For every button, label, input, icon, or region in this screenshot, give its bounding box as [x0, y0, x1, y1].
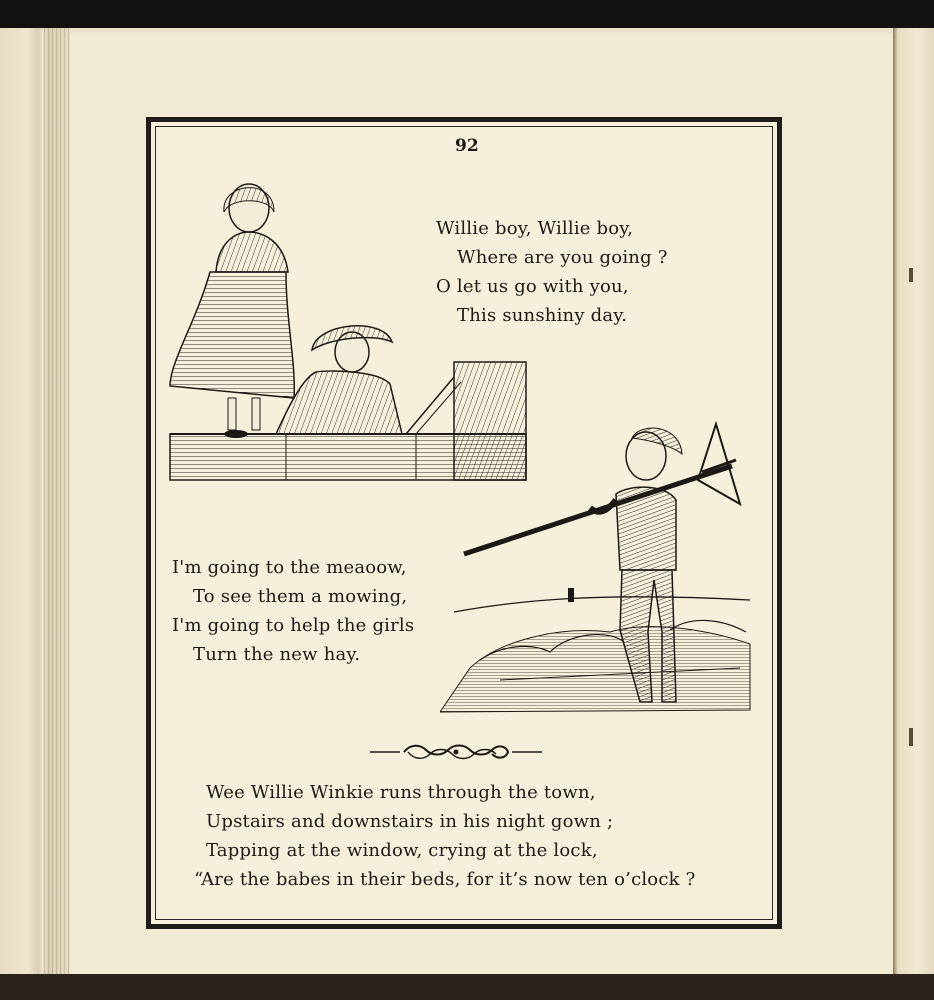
verse-wee-willie-winkie: [194, 778, 696, 894]
verse-line: I'm going to help the girls: [172, 615, 415, 636]
verse-meadow: [172, 553, 414, 669]
verse-line: Tapping at the window, crying at the lock,: [206, 840, 598, 861]
boy-with-hay-rake-illustration: [440, 420, 756, 726]
verse-line: I'm going to the meaoow,: [172, 557, 407, 578]
left-page-edges: [0, 28, 70, 1000]
verse-line: Willie boy, Willie boy,: [436, 218, 634, 239]
verse-line: To see them a mowing,: [193, 586, 408, 607]
verse-line: Turn the new hay.: [193, 644, 361, 665]
right-page-edge: [893, 28, 934, 1000]
verse-line: “Are the babes in their beds, for it’s now ten o’clock ?: [194, 869, 696, 890]
verse-line: Upstairs and downstairs in his night gown ;: [206, 811, 614, 832]
scroll-divider-ornament: [370, 738, 542, 766]
verse-line: This sunshiny day.: [457, 305, 628, 326]
page-number: 92: [455, 136, 479, 156]
verse-line: Wee Willie Winkie runs through the town,: [206, 782, 596, 803]
verse-line: Where are you going ?: [457, 247, 668, 268]
verse-line: O let us go with you,: [436, 276, 629, 297]
book-bottom-edge: [0, 974, 934, 1000]
